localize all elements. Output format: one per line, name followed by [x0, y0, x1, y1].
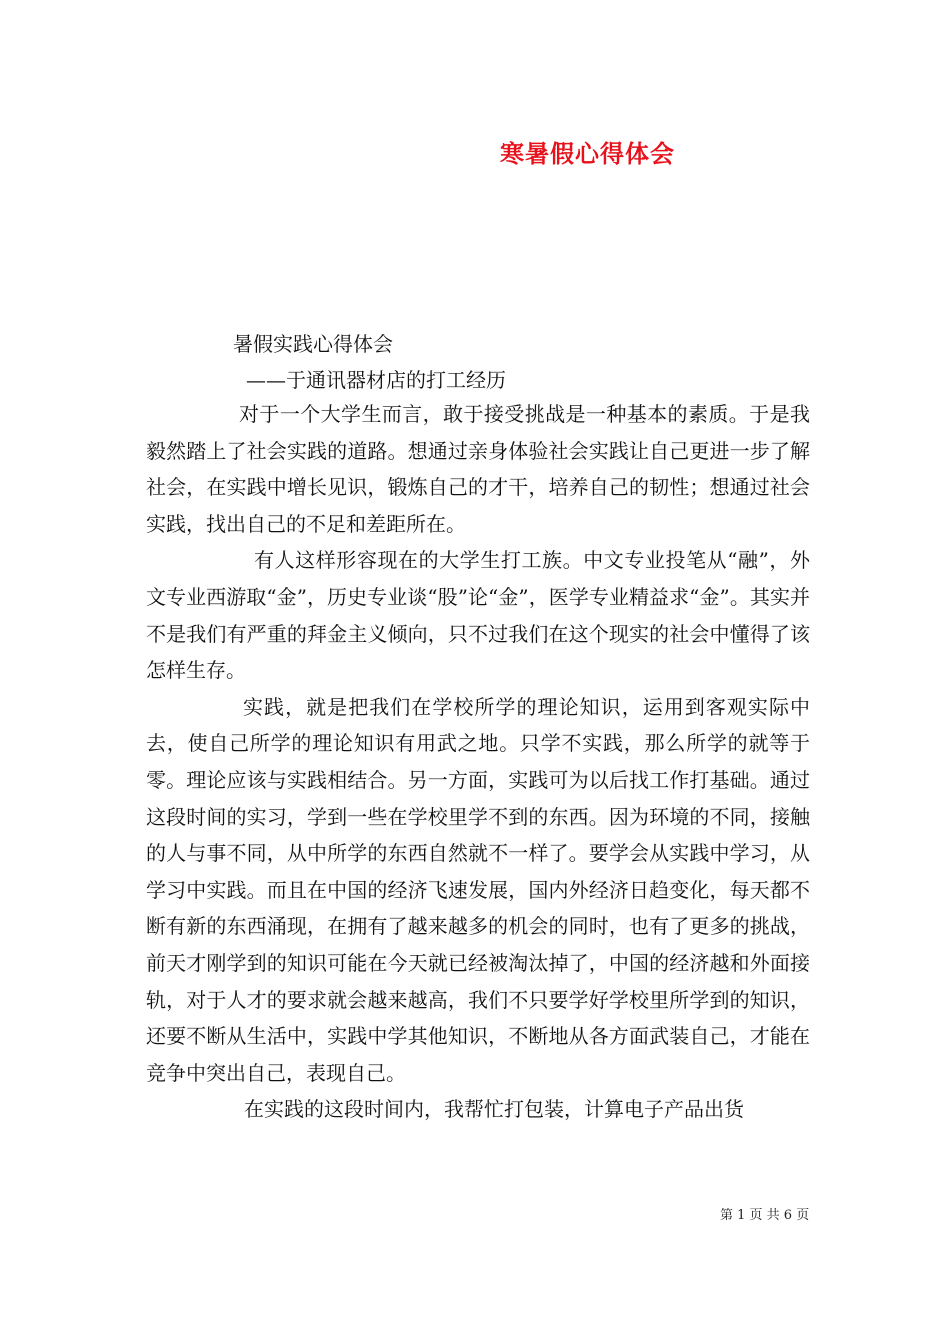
paragraph-4: 在实践的这段时间内，我帮忙打包装，计算电子产品出货 — [244, 1097, 744, 1122]
document-body — [146, 396, 810, 1128]
paragraph-2: 有人这样形容现在的大学生打工族。中文专业投笔从“融”，外文专业西游取“金”，历史专业谈“股”论“金”，医学专业精益求“金”。其实并不是我们有严重的拜金主义倾向，只不过我们在这个现实的社会中懂得了该怎样生存。 — [146, 548, 810, 683]
paragraph-3: 实践，就是把我们在学校所学的理论知识，运用到客观实际中去，使自己所学的理论知识有用武之地。只学不实践，那么所学的就等于零。理论应该与实践相结合。另一方面，实践可为以后找工作打基础。通过这段时间的实习，学到一些在学校里学不到的东西。因为环境的不同，接触的人与事不同，从中所学的东西自然就不一样了。要学会从实践中学习，从学习中实践。而且在中国的经济飞速发展，国内外经济日趋变化，每天都不断有新的东西涌现，在拥有了越来越多的机会的同时，也有了更多的挑战，前天才刚学到的知识可能在今天就已经被淘汰掉了，中国的经济越和外面接轨，对于人才的要求就会越来越高，我们不只要学好学校里所学到的知识，还要不断从生活中，实践中学其他知识，不断地从各方面武装自己，才能在竞争中突出自己，表现自己。 — [146, 694, 810, 1085]
section-heading: 暑假实践心得体会 — [233, 332, 393, 356]
paragraph-1: 对于一个大学生而言，敢于接受挑战是一种基本的素质。于是我毅然踏上了社会实践的道路。想通过亲身体验社会实践让自己更进一步了解社会，在实践中增长见识，锻炼自己的才干，培养自己的韧性；想通过社会实践，找出自己的不足和差距所在。 — [146, 402, 810, 536]
section-subheading: ——于通讯器材店的打工经历 — [246, 368, 506, 392]
page-number-footer: 第 1 页 共 6 页 — [720, 1208, 810, 1223]
document-title: 寒暑假心得体会 — [500, 139, 675, 168]
